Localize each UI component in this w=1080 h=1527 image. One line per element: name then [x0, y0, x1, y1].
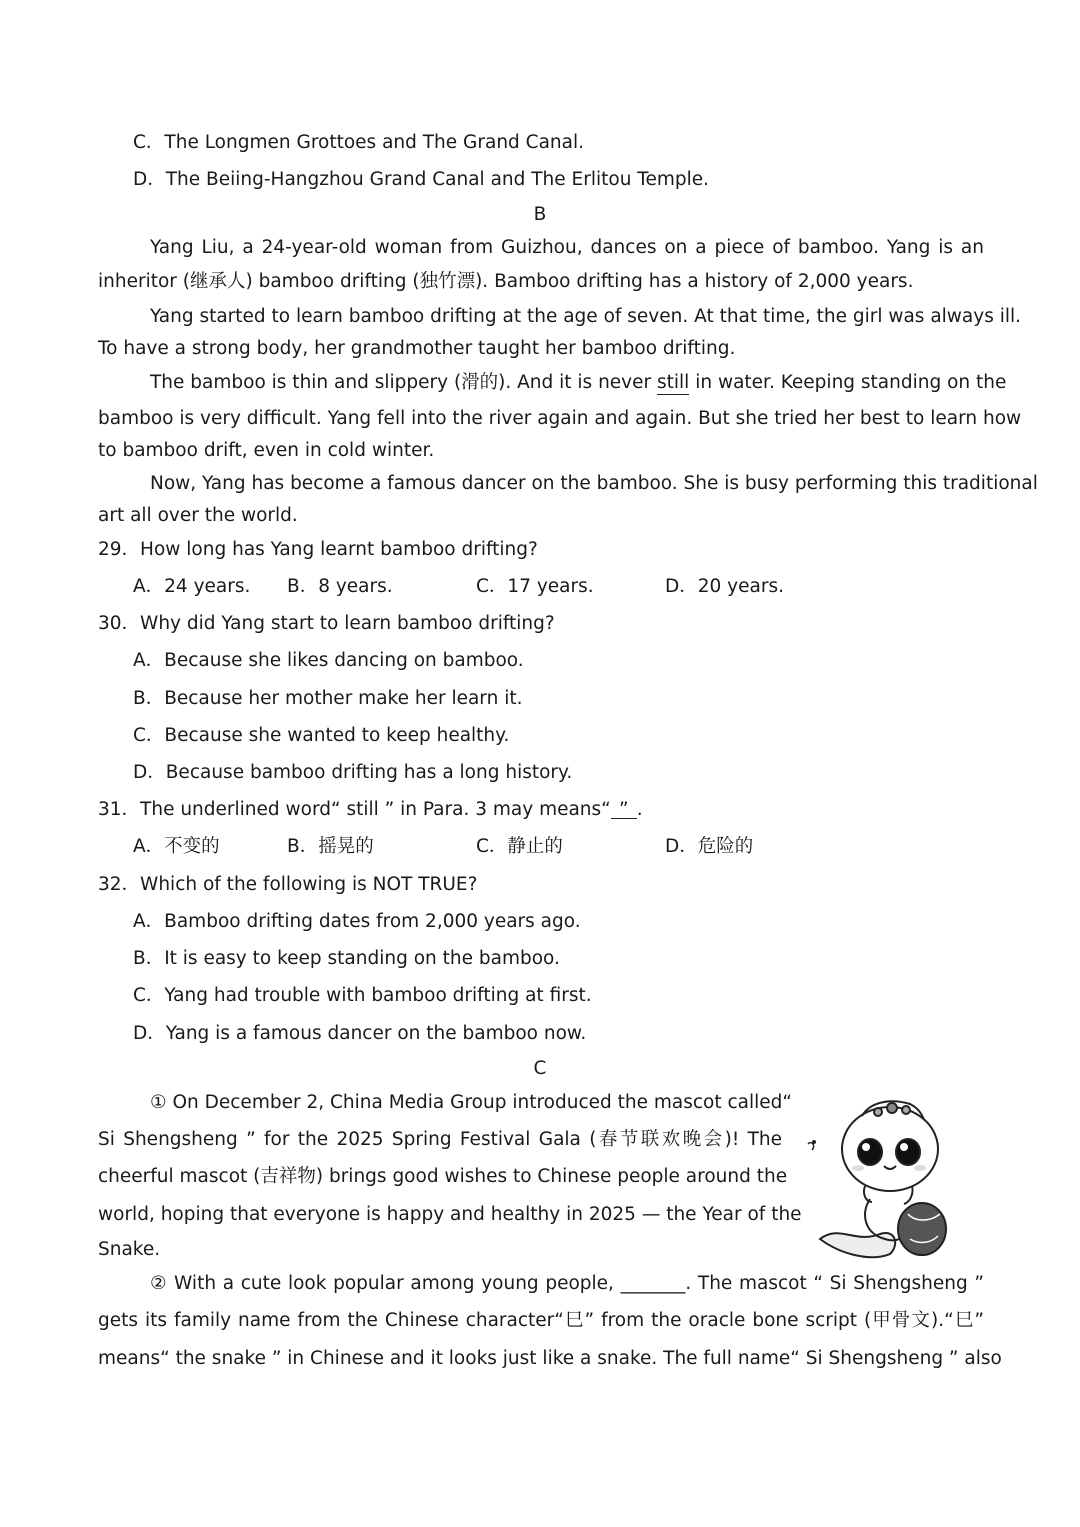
passage-c-p1-line3: cheerful mascot (吉祥物) brings good wishes to Chinese people around the: [98, 1166, 788, 1187]
option-d-prev: D．The Beiing-Hangzhou Grand Canal and The Erlitou Temple.: [133, 169, 710, 190]
passage-b-p4-line2: art all over the world.: [98, 505, 298, 526]
passage-b-p3-line1: [150, 371, 1007, 395]
question-29-option-b: B．8 years.: [287, 576, 393, 597]
passage-c-p1-line1: ① On December 2, China Media Group introduced the mascot called“: [150, 1092, 792, 1113]
question-29-option-d: D．20 years.: [665, 576, 784, 597]
p3-text-a: The bamboo is thin and slippery (滑的). And it is never: [150, 372, 657, 393]
question-29-option-a: A．24 years.: [133, 576, 251, 597]
question-32-option-d: D．Yang is a famous dancer on the bamboo now.: [133, 1023, 587, 1044]
question-31-stem: [98, 798, 643, 822]
p3-text-b: in water. Keeping standing on the: [689, 372, 1007, 393]
passage-b-p4-line1: Now, Yang has become a famous dancer on the bamboo. She is busy performing this traditional: [150, 473, 1038, 494]
passage-b-p2-line2: To have a strong body, her grandmother taught her bamboo drifting.: [98, 338, 736, 359]
q31-stem-end: .: [636, 799, 643, 820]
passage-c-p1-line2: Si Shengsheng ” for the 2025 Spring Festival Gala (春节联欢晚会)! The: [98, 1129, 782, 1150]
question-31-option-c: C．静止的: [476, 836, 563, 857]
passage-c-p2-line1: ② With a cute look popular among young people, _______. The mascot “ Si Shengsheng ”: [150, 1273, 984, 1294]
option-c-prev: C．The Longmen Grottoes and The Grand Canal.: [133, 132, 585, 153]
q31-answer-blank: ”: [611, 798, 637, 819]
question-32-option-b: B．It is easy to keep standing on the bamboo.: [133, 948, 560, 969]
question-30-option-c: C．Because she wanted to keep healthy.: [133, 725, 510, 746]
question-29-option-c: C．17 years.: [476, 576, 594, 597]
passage-b-p3-line2: bamboo is very difficult. Yang fell into the river again and again. But she tried her best to learn how: [98, 408, 1022, 429]
question-32-option-a: A．Bamboo drifting dates from 2,000 years ago.: [133, 911, 581, 932]
q31-stem-text: 31．The underlined word“ still ” in Para. 3 may means“: [98, 799, 611, 820]
question-30-option-b: B．Because her mother make her learn it.: [133, 688, 523, 709]
question-31-option-b: B．摇晃的: [287, 836, 374, 857]
snake-mascot-illustration: [800, 1094, 960, 1264]
question-30-option-a: A．Because she likes dancing on bamboo.: [133, 650, 524, 671]
question-30-option-d: D．Because bamboo drifting has a long history.: [133, 762, 573, 783]
passage-b-p1-line2: inheritor (继承人) bamboo drifting (独竹漂). Bamboo drifting has a history of 2,000 years.: [98, 271, 914, 292]
passage-b-p2-line1: Yang started to learn bamboo drifting at the age of seven. At that time, the girl was always ill.: [150, 306, 1022, 327]
question-32-stem: 32．Which of the following is NOT TRUE?: [98, 874, 478, 895]
passage-b-p3-line3: to bamboo drift, even in cold winter.: [98, 440, 435, 461]
underlined-word-still: still: [657, 372, 690, 393]
passage-c-p2-line2: gets its family name from the Chinese character“巳” from the oracle bone script (甲骨文).“巳”: [98, 1310, 984, 1331]
passage-b-p1-line1: Yang Liu, a 24-year-old woman from Guizhou, dances on a piece of bamboo. Yang is an: [150, 237, 984, 258]
passage-c-p1-line4: world, hoping that everyone is happy and healthy in 2025 — the Year of the: [98, 1204, 802, 1225]
passage-c-p1-line5: Snake.: [98, 1239, 161, 1260]
passage-c-p2-line3: means“ the snake ” in Chinese and it looks just like a snake. The full name“ Si Shengsheng ” also: [98, 1348, 1002, 1369]
question-31-option-a: A．不变的: [133, 836, 220, 857]
question-31-option-d: D．危险的: [665, 836, 754, 857]
section-b-heading: B: [533, 204, 547, 225]
question-32-option-c: C．Yang had trouble with bamboo drifting at first.: [133, 985, 592, 1006]
section-c-heading: C: [533, 1058, 547, 1079]
question-29-stem: 29．How long has Yang learnt bamboo drifting?: [98, 539, 538, 560]
question-30-stem: 30．Why did Yang start to learn bamboo drifting?: [98, 613, 555, 634]
